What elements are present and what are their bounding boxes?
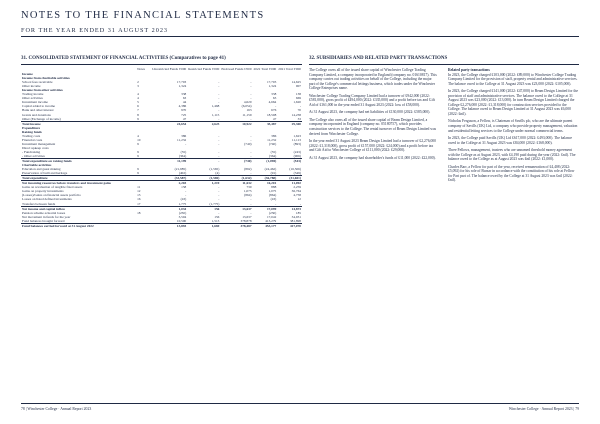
row-value: 10,500 [176, 218, 187, 223]
row-note [136, 223, 151, 228]
row-value: (543) [277, 159, 302, 164]
row-value: 13,637 [220, 206, 252, 211]
row-value: - [250, 116, 252, 121]
row-value: (55) [180, 149, 187, 154]
row-label: Income [22, 72, 33, 77]
row-value: - [250, 197, 252, 202]
row-value: 1,468 [211, 104, 220, 109]
row-value: - [218, 92, 220, 97]
row-value: 158 [181, 185, 187, 190]
row-value: 17,099 [253, 206, 278, 211]
row-note: 16 [137, 197, 141, 202]
row-value: 11,232 [177, 137, 187, 142]
row-value: 4,386 [178, 104, 187, 109]
row-note: 4 [137, 96, 139, 101]
row-value: 33 [297, 116, 301, 121]
row-value: 35,487 [253, 121, 278, 126]
row-value: (1,775) [209, 201, 220, 206]
row-label: Charitable activities [22, 163, 52, 168]
row-value: 13,637 [242, 214, 252, 219]
paragraph: Nicholas Ferguson, a Fellow, is Chairman of Savills plc, who are the ultimate parent company of Savills (UK) Ltd, a company who provide property management, valuation and residential letting services to the College under normal commercial terms. [448, 119, 578, 133]
row-label: Fund balances carried forward at 31 August 2022 [21, 223, 136, 228]
row-value: 413,279 [265, 218, 277, 223]
row-value: 47 [272, 116, 277, 121]
row-value: 34,931 [291, 214, 301, 219]
row-label: Direct upkeep costs [22, 145, 49, 150]
row-value: 14,625 [291, 80, 301, 85]
row-label: Financial costs [22, 137, 43, 142]
row-value: (55) [270, 149, 277, 154]
row-value: 17,703 [266, 80, 277, 85]
row-value: 12 [297, 197, 301, 202]
header-endowed: Endowed Funds £'000 [221, 67, 252, 72]
row-value: - [250, 149, 252, 154]
row-value: 11,232 [267, 137, 277, 142]
row-label: - Other activities [22, 153, 45, 158]
paragraph: At 31 August 2023, the company had net liabilities of £130,000 (2022: £585,000). [309, 110, 431, 115]
row-value: (230) [268, 210, 277, 215]
row-note: 2 [137, 80, 139, 85]
row-value: 2,203 [151, 181, 187, 186]
row-value: 10,922 [220, 121, 252, 126]
row-value: (740) [220, 159, 252, 164]
row-note: 7 [137, 108, 139, 113]
row-note: 5 [137, 100, 139, 105]
row-value: (33,587) [151, 176, 187, 181]
row-note: 9 [137, 116, 139, 121]
row-note: 10 [137, 137, 141, 142]
row-value: 185 [295, 210, 301, 215]
row-value: 1,324 [268, 84, 277, 89]
row-value: 44 [182, 100, 187, 105]
paragraph: In the year ended 31 August 2023 Beam Design Limited had a turnover of £2,276,000 (2022: £1,318,000), gross profit of £157,000 (2022: £24,000) and a profit before tax and Gift Aid to Winchester College of £111,000 (2022: £29,000). [309, 139, 436, 153]
row-value: 888 [271, 185, 277, 190]
row-value: - [218, 141, 220, 146]
row-value: - [218, 149, 220, 154]
row-value: - [218, 84, 220, 89]
row-value: - [250, 92, 252, 97]
row-value: (864) [268, 193, 277, 198]
row-value: - [218, 133, 220, 138]
row-value: 11,159 [242, 112, 252, 117]
row-value: 378,487 [220, 223, 252, 228]
row-note: 4 [137, 133, 139, 138]
row-value: 1,115 [211, 112, 220, 117]
row-note: 9 [137, 153, 139, 158]
section-32-rule [309, 64, 579, 65]
row-value: 14,873 [277, 206, 302, 211]
row-value: 2,623 [187, 121, 220, 126]
row-value: 1,623 [293, 133, 301, 138]
row-label: Total expenditure [21, 176, 136, 181]
row-value: - [185, 141, 187, 146]
financial-activities-table [21, 68, 302, 228]
paragraph: The College owns all of the issued share capital of Winchester College Trading Company Limited, a company incorporated in England (company no. 01610817). This company carries out trading activities on behalf of the College, including the major part of the College's commercial lettings business, which trades under the Winchester College Enterprises name. [309, 68, 437, 91]
row-note: 9 [137, 171, 139, 176]
row-value: - [250, 201, 252, 206]
row-value: (364) [178, 153, 187, 158]
row-value: 47 [182, 116, 187, 121]
row-value: 725 [181, 112, 187, 117]
row-value: (364) [268, 153, 277, 158]
row-value: 1,513 [211, 218, 220, 223]
paragraph: Three Fellows, management, trustees who are unnamed threshold money agreement with the College as at August 2023, with £4,190 paid during the year (2022: £nil). The balance owed to the College as at August 2023 was £nil (2022: £1,000). [448, 148, 576, 162]
row-label: Trading costs [22, 133, 41, 138]
row-label: (Losses)/Gains on financial assets portfolio [22, 193, 81, 198]
row-label: Raising funds [22, 129, 42, 134]
header-total-2022: 2022 Total £'000 [253, 67, 277, 72]
row-label: Transfers between funds [22, 201, 56, 206]
row-value: 4,664 [268, 100, 277, 105]
row-value: 63 [182, 96, 187, 101]
row-value: - [250, 171, 252, 176]
row-note: 12 [137, 189, 141, 194]
paragraph: Charles Barr, a Fellow for part of the year, received remuneration of £4,408 (2022: £5,092) for his role of Bursar in accordance with the constitution of his role at Fellow for Part part of. The balance owed by the College at 31 August 2023 was £nil (2022: £nil). [448, 164, 575, 183]
row-label: Investment management [22, 141, 56, 146]
row-value: - [250, 133, 252, 138]
row-value: 14,238 [291, 112, 301, 117]
row-value: 163 [246, 108, 252, 113]
row-value: 4,758 [293, 193, 301, 198]
row-value: 4,620 [243, 100, 252, 105]
row-value: (31,601) [277, 176, 302, 181]
row-value: (906) [293, 153, 301, 158]
row-label: Preservation of built and heritage [22, 171, 68, 176]
row-label: - Fundraising [22, 149, 41, 154]
row-value: 1,620 [293, 100, 301, 105]
header-unrestricted: Unrestricted Funds £'000 [152, 67, 187, 72]
header-rule [21, 36, 579, 37]
row-value: - [275, 201, 277, 206]
row-value: - [218, 80, 220, 85]
row-value: (1,632) [220, 176, 252, 181]
row-note: 18 [137, 210, 141, 215]
row-value: 11,199 [151, 159, 187, 164]
row-value: (16,506) [289, 167, 301, 172]
row-value: 386 [181, 133, 187, 138]
page-subtitle: FOR THE YEAR ENDED 31 AUGUST 2023 [21, 27, 169, 34]
page-title: NOTES TO THE FINANCIAL STATEMENTS [21, 10, 265, 21]
row-value: 70 [297, 108, 301, 113]
row-value: (91) [270, 171, 277, 176]
paragraph: In 2023, the College charged £103,000 (2022: £89,000) to Winchester College Trading Company Limited for the provision of staff, property rental and administrative services. The balance owed to the College at 31 August 2023 was £23,000 (2022: £105,000). [448, 72, 578, 86]
row-value: 907 [295, 84, 301, 89]
row-value: - [250, 84, 252, 89]
row-label: Income from charitable activities [22, 76, 70, 81]
row-label: Trading income [22, 92, 44, 97]
row-value: - [185, 189, 187, 194]
row-value: 730 [246, 185, 252, 190]
header-total-2021: 2021 Total £'000 [278, 67, 301, 72]
row-label: Grants and donations [22, 112, 51, 117]
header-restricted: Restricted Funds £'000 [188, 67, 220, 72]
row-value: - [250, 153, 252, 158]
row-value: - [218, 100, 220, 105]
row-value: (740) [268, 141, 277, 146]
row-value: 24,654 [151, 121, 187, 126]
row-label: Income from other activities [22, 88, 63, 93]
row-label: Capital added to income [22, 104, 56, 109]
row-label: Pension scheme actuarial losses [22, 210, 66, 215]
row-value: 453,177 [253, 223, 278, 228]
row-label: Net incoming resources before transfers and investment gains [21, 181, 136, 186]
row-value: 1,324 [178, 84, 187, 89]
row-label: Other income [22, 84, 41, 89]
row-note: 9 [137, 149, 139, 154]
row-value: 386 [271, 133, 277, 138]
subsidiaries-text-column [309, 68, 437, 163]
row-value: (1,565) [209, 167, 220, 172]
row-value: 63 [272, 96, 277, 101]
row-label: Other activities [22, 96, 43, 101]
row-label: Gains on revaluation of tangible fixed assets [22, 185, 83, 190]
section-32-heading: 32. SUBSIDIARIES AND RELATED PARTY TRANSACTIONS [309, 56, 448, 61]
row-value: 18,508 [266, 112, 277, 117]
row-label: Fund balances brought forward [22, 218, 65, 223]
row-value: - [299, 104, 301, 109]
row-value: (243) [293, 149, 301, 154]
row-value: - [218, 185, 220, 190]
row-value: - [187, 159, 220, 164]
row-value: 338 [271, 92, 277, 97]
row-value: (892) [244, 167, 252, 172]
row-label: Total income [21, 121, 136, 126]
table-row [21, 223, 302, 228]
row-label: Net movement in funds for the year [22, 214, 71, 219]
row-value: (1,569) [187, 176, 220, 181]
row-value: 11,092 [277, 181, 302, 186]
row-value: - [218, 96, 220, 101]
row-value: - [250, 80, 252, 85]
row-note: 4 [137, 92, 139, 97]
row-value: 417,070 [277, 223, 302, 228]
row-value: 1,075 [268, 189, 277, 194]
row-value: - [185, 193, 187, 198]
row-value: - [218, 137, 220, 142]
row-note: 6 [137, 104, 139, 109]
related-party-text-column [448, 68, 579, 186]
row-value: 17,703 [176, 80, 187, 85]
row-value: - [218, 108, 220, 113]
row-value: 338 [181, 92, 187, 97]
row-label: Other (Exchange of income) [22, 116, 61, 121]
row-label: Gains on property investments [22, 189, 64, 194]
row-value: 970 [181, 108, 187, 113]
row-value: 3,504 [178, 214, 187, 219]
table-body [21, 72, 302, 228]
row-value: (740) [244, 141, 252, 146]
row-value: (1,090) [253, 159, 278, 164]
row-note: 3 [137, 84, 139, 89]
row-value: 2,259 [293, 185, 301, 190]
row-value: (43) [270, 197, 277, 202]
row-value: (4) [215, 171, 220, 176]
row-value: 1,034 [151, 206, 187, 211]
footer-left: 78 | Winchester College · Annual Report 2023 [21, 407, 92, 411]
row-value: - [250, 137, 252, 142]
row-value: 138 [295, 92, 301, 97]
footer-right: Winchester College · Annual Report 2023 | 79 [508, 407, 579, 411]
row-value: 1,669 [187, 223, 220, 228]
row-value: (402) [178, 171, 187, 176]
row-note: 8 [137, 112, 139, 117]
header-notes: Notes [137, 67, 146, 72]
row-value: - [299, 201, 301, 206]
row-value: (21,985) [174, 167, 187, 172]
row-note: 9 [137, 141, 139, 146]
row-value: - [218, 153, 220, 158]
row-value: (230) [178, 210, 187, 215]
row-note: 11 [137, 185, 141, 190]
row-value: (349) [293, 171, 301, 176]
row-value: - [275, 104, 277, 109]
row-value: (36,788) [253, 176, 278, 181]
row-value: 156 [187, 206, 220, 211]
row-value: 36,764 [291, 189, 301, 194]
row-value: (24,462) [264, 167, 277, 172]
paragraph: The College also owns all of the issued share capital of Beam Design Limited, a company incorporated in England (company no. 05180757), which provides construction services to the College. The rental turnover of Beam Design Limited was derived from Winchester College. [309, 117, 437, 136]
row-note: 13 [137, 193, 141, 198]
row-note: 17 [137, 201, 141, 206]
section-31-heading: 31. CONSOLIDATED STATEMENT OF FINANCIAL ACTIVITIES (Comparatives to page 41) [21, 56, 226, 61]
row-value: 29,300 [277, 121, 302, 126]
row-label: Expenditure [22, 125, 41, 130]
row-value: 378,878 [240, 218, 252, 223]
row-value: 676 [271, 108, 277, 113]
section-31-rule [21, 64, 302, 65]
row-value: (43) [180, 197, 187, 202]
footer-rule [21, 403, 579, 404]
row-label: Net income and capital inflow [21, 206, 136, 211]
row-value: 1,219 [187, 181, 220, 186]
row-label: Education and guest making [22, 167, 61, 172]
row-value: 156 [214, 214, 220, 219]
row-label: Investment income [22, 100, 48, 105]
row-value: (864) [244, 193, 252, 198]
row-value: 381,898 [289, 218, 301, 223]
paragraph: In 2023, the College charged £141,000 (2022: £47,000) to Beam Design Limited for the provision of staff and administrative services. The balance owed to the College at 31 August 2023 was £23,000 (2022: £13,000). In turn Beam Design Limited charged the College £2,276,000 (2022: £1,318,000) for construction services provided to the College. The balance owed to Beam Design Limited at 31 August 2023 was £6,000 (2022: £nil). [448, 89, 578, 116]
row-label: School fees receivable [22, 80, 53, 85]
row-value: 1,775 [178, 201, 187, 206]
row-label: Total expenditure on raising funds [21, 159, 136, 164]
row-note: 9 [137, 167, 139, 172]
row-value: (893) [293, 141, 301, 146]
row-value: - [218, 210, 220, 215]
paragraph: At 31 August 2023, the company had shareholder's funds of £11,000 (2022: £22,000). [309, 155, 436, 160]
row-value: 16,201 [253, 181, 278, 186]
row-value: 17,042 [266, 214, 277, 219]
row-value: 13,893 [151, 223, 187, 228]
row-value: 11,113 [291, 137, 301, 142]
row-value: 11,632 [220, 181, 252, 186]
row-value: - [218, 193, 220, 198]
paragraph: In 2023, the College paid Savills (UK) Ltd £617,000 (2022: £493,000). The balance owed to the College at 31 August 2023 was £84,000 (2022: £168,000). [448, 136, 573, 145]
row-value: - [218, 197, 220, 202]
row-value: 1,075 [243, 189, 252, 194]
row-value: (6,054) [241, 104, 252, 109]
row-value: 669 [295, 96, 301, 101]
paragraph: Winchester College Trading Company Limited had a turnover of £942,000 (2022: £581,000), gross profit of £494,000 (2022: £335,000) and a profit before tax and Gift Aid of £161,000 in the year ended 31 August 2023 (2022: loss of £58,000). [309, 93, 435, 107]
row-label: Bank and other interest [22, 108, 54, 113]
row-value: - [250, 210, 252, 215]
row-value: - [218, 116, 220, 121]
row-label: Losses on listed defined investments [22, 197, 72, 202]
related-party-heading: Related party transactions [448, 68, 490, 72]
row-value: - [250, 96, 252, 101]
row-value: - [218, 189, 220, 194]
